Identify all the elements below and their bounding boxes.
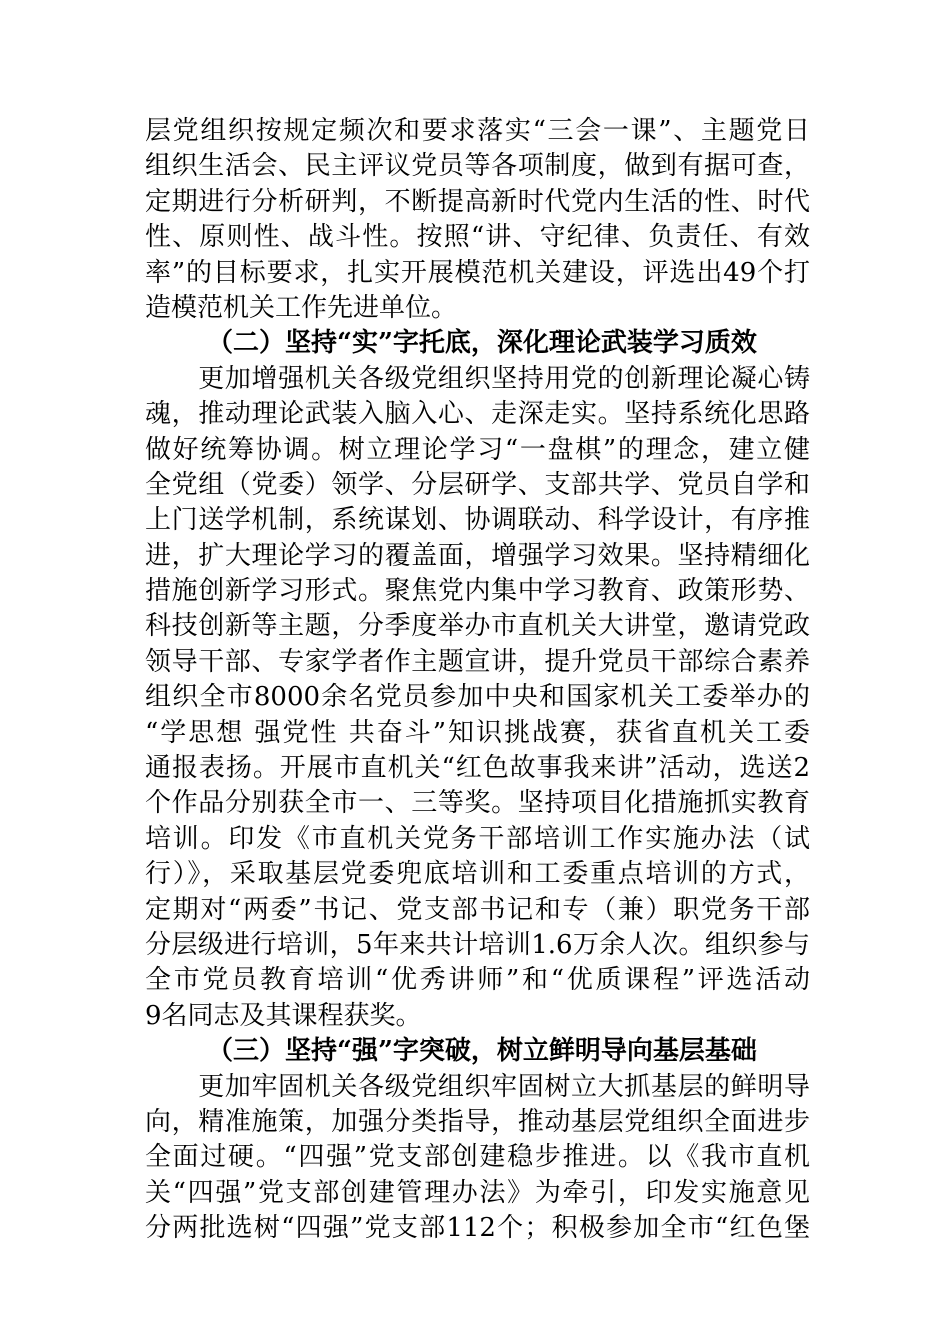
text-line: 措施创新学习形式。聚焦党内集中学习教育、政策形势、 xyxy=(145,576,810,607)
text-line: 率”的目标要求，扎实开展模范机关建设，评选出49个打 xyxy=(145,257,810,288)
text-line: 通报表扬。开展市直机关“红色故事我来讲”活动，选送2 xyxy=(145,753,810,784)
text-line: 领导干部、专家学者作主题宣讲，提升党员干部综合素养 xyxy=(145,646,810,677)
text-line: 分层级进行培训，5年来共计培训1.6万余人次。组织参与 xyxy=(145,929,810,960)
text-line: 关“四强”党支部创建管理办法》为牵引，印发实施意见 xyxy=(145,1177,810,1208)
text-line: 进，扩大理论学习的覆盖面，增强学习效果。坚持精细化 xyxy=(145,540,810,571)
text-line: 造模范机关工作先进单位。 xyxy=(145,292,458,323)
text-line: 个作品分别获全市一、三等奖。坚持项目化措施抓实教育 xyxy=(145,788,810,819)
text-line: 全党组（党委）领学、分层研学、支部共学、党员自学和 xyxy=(145,469,810,500)
text-line: 向，精准施策，加强分类指导，推动基层党组织全面进步 xyxy=(145,1106,810,1137)
text-line: 组织生活会、民主评议党员等各项制度，做到有据可查， xyxy=(145,151,810,182)
section-heading: （二）坚持“实”字托底，深化理论武装学习质效 xyxy=(207,328,757,359)
text-line: 行）》，采取基层党委兜底培训和工委重点培训的方式， xyxy=(145,859,810,890)
text-line: 性、原则性、战斗性。按照“讲、守纪律、负责任、有效 xyxy=(145,222,810,253)
text-line: 9名同志及其课程获奖。 xyxy=(145,1000,422,1031)
text-line: 更加增强机关各级党组织坚持用党的创新理论凝心铸 xyxy=(145,363,810,394)
document-body xyxy=(145,114,810,1247)
section-heading: （三）坚持“强”字突破，树立鲜明导向基层基础 xyxy=(207,1036,757,1067)
text-line: 分两批选树“四强”党支部112个；积极参加全市“红色堡 xyxy=(145,1213,810,1244)
text-line: 组织全市8000余名党员参加中央和国家机关工委举办的 xyxy=(145,682,810,713)
text-line: 全面过硬。“四强”党支部创建稳步推进。以《我市直机 xyxy=(145,1142,810,1173)
text-line: 定期进行分析研判，不断提高新时代党内生活的性、时代 xyxy=(145,186,810,217)
text-line: 魂，推动理论武装入脑入心、走深走实。坚持系统化思路 xyxy=(145,399,810,430)
text-line: 科技创新等主题，分季度举办市直机关大讲堂，邀请党政 xyxy=(145,611,810,642)
text-line: 全市党员教育培训“优秀讲师”和“优质课程”评选活动 xyxy=(145,965,810,996)
text-line: “学思想 强党性 共奋斗”知识挑战赛，获省直机关工委 xyxy=(145,717,810,748)
text-line: 上门送学机制，系统谋划、协调联动、科学设计，有序推 xyxy=(145,505,810,536)
text-line: 层党组织按规定频次和要求落实“三会一课”、主题党日 xyxy=(145,116,810,146)
text-line: 更加牢固机关各级党组织牢固树立大抓基层的鲜明导 xyxy=(145,1071,810,1102)
text-line: 定期对“两委”书记、党支部书记和专（兼）职党务干部 xyxy=(145,894,810,925)
text-line: 做好统筹协调。树立理论学习“一盘棋”的理念，建立健 xyxy=(145,434,810,465)
text-line: 培训。印发《市直机关党务干部培训工作实施办法（试 xyxy=(145,823,810,854)
